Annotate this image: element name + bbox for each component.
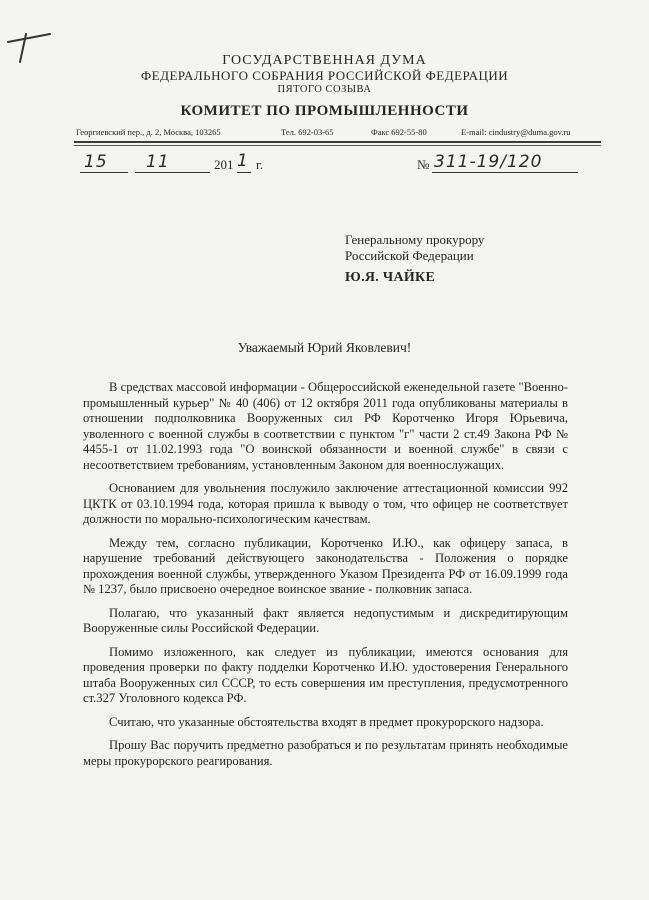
date-month-underline <box>135 172 210 173</box>
number-sign: № <box>417 157 430 172</box>
date-number-line <box>80 152 600 176</box>
addressee-position: Генеральному прокурору <box>345 232 485 247</box>
header-rule-thin <box>74 145 601 146</box>
body-paragraph: Считаю, что указанные обстоятельства входят в предмет прокурорского надзора. <box>109 714 544 729</box>
contact-email: E-mail: cindustry@duma.gov.ru <box>461 127 571 137</box>
header-committee: КОМИТЕТ ПО ПРОМЫШЛЕННОСТИ <box>180 103 469 119</box>
letter-number: 311-19/120 <box>434 152 543 172</box>
date-month: 11 <box>146 152 170 172</box>
body-paragraph: В средствах массовой информации - Общероссийской еженедельной газете "Военно-промышленный курьер" № 40 (406) от 12 октября 2011 года опубликованы материалы в отношении подполковника Вооруженных сил РФ Коротченко Игоря Юрьевича, уволенного с военной службы в соответствии с пунктом "г" части 2 ст.49 Закона РФ № 4455-1 от 11.02.1993 года "О воинской обязанности и военной службе" в связи с несоответствием требованиям, установленным Законом для военнослужащих. <box>83 380 568 472</box>
body-paragraph: Полагаю, что указанный факт является недопустимым и дискредитирующим Вооруженные силы Российской Федерации. <box>83 605 568 635</box>
salutation: Уважаемый Юрий Яковлевич! <box>237 340 412 355</box>
date-year-prefix: 201 <box>214 157 234 172</box>
date-year-underline <box>237 172 251 173</box>
header-duma: ГОСУДАРСТВЕННАЯ ДУМА <box>222 53 427 68</box>
contact-fax: Факс 692-55-80 <box>371 127 427 137</box>
contact-phone: Тел. 692-03-65 <box>281 127 334 137</box>
date-day: 15 <box>84 152 108 172</box>
body-paragraph: Между тем, согласно публикации, Коротченко И.Ю., как офицеру запаса, в нарушение требований действующего законодательства - Положения о порядке прохождения военной службы, утвержденного Указом Президента РФ от 16.09.1999 года № 1237, было присвоено очередное воинское звание - полковник запаса. <box>83 535 568 596</box>
header-federal-assembly: ФЕДЕРАЛЬНОГО СОБРАНИЯ РОССИЙСКОЙ ФЕДЕРАЦИИ <box>140 68 509 83</box>
addressee-name: Ю.Я. ЧАЙКЕ <box>345 270 436 285</box>
contact-address: Георгиевский пер., д. 2, Москва, 103265 <box>76 127 221 137</box>
body-paragraph: Основанием для увольнения послужило заключение аттестационной комиссии 992 ЦКТК от 03.10.1994 года, которая пришла к выводу о том, что офицер не соответствует должности по морально-психологическим качествам. <box>83 481 568 526</box>
body-paragraph: Прошу Вас поручить предметно разобраться и по результатам принять необходимые меры прокурорского реагирования. <box>83 738 568 768</box>
addressee-country: Российской Федерации <box>345 248 474 263</box>
number-underline <box>432 172 578 173</box>
letter-body <box>83 380 568 769</box>
body-paragraph: Помимо изложенного, как следует из публикации, имеются основания для проведения проверки по факту подделки Коротченко И.Ю. удостоверения Генерального штаба Вооруженных сил СССР, то есть совершения им преступления, предусмотренного ст.327 Уголовного кодекса РФ. <box>83 644 568 705</box>
date-year-digit: 1 <box>237 151 249 171</box>
header-rule <box>74 141 601 143</box>
header-convocation: ПЯТОГО СОЗЫВА <box>277 84 372 95</box>
date-day-underline <box>80 172 128 173</box>
date-year-suffix: г. <box>256 157 264 172</box>
